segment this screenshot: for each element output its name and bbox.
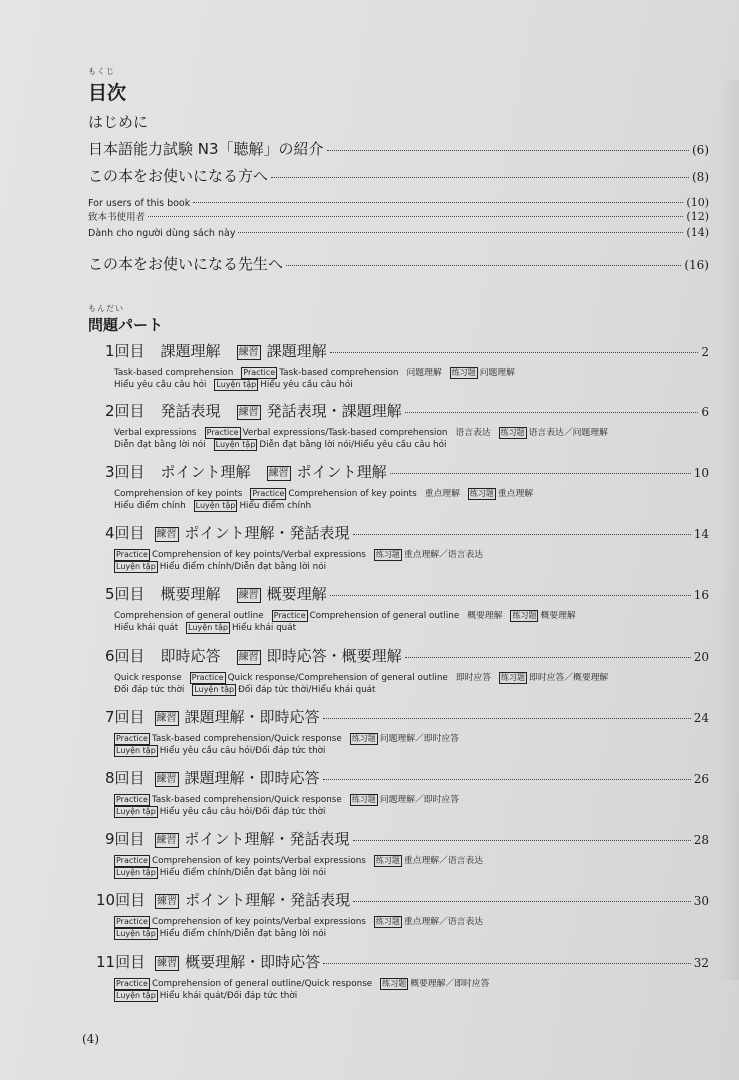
- unit-number: 1回目: [105, 342, 145, 360]
- translation-line-vi: [114, 990, 305, 1002]
- unit-title: [145, 706, 320, 727]
- translation-text: 问题理解／即时应答: [379, 734, 459, 744]
- translation-text: Comprehension of key points/Verbal expressions: [151, 917, 366, 927]
- unit-page: 28: [693, 833, 709, 847]
- unit-page: 16: [693, 588, 709, 602]
- dot-leader: [286, 265, 681, 266]
- label-tag: Luyện tập: [116, 991, 156, 1000]
- label-tag: Practice: [116, 917, 148, 926]
- practice-title: 概要理解・即時応答: [185, 953, 321, 971]
- translation-line: [114, 914, 491, 928]
- translation-text: Hiểu khái quát: [231, 623, 297, 633]
- dot-leader: [405, 657, 691, 658]
- practice-badge: 練習: [156, 713, 177, 724]
- unit-page: 2: [701, 345, 709, 359]
- label-tag: Luyện tập: [215, 440, 256, 449]
- dot-leader: [353, 840, 691, 841]
- dot-leader: [330, 595, 691, 596]
- translation-line-vi: [114, 379, 361, 391]
- dot-leader: [323, 779, 691, 780]
- label-tag: Practice: [252, 489, 285, 498]
- practice-title: ポイント理解・発話表現: [185, 891, 351, 909]
- translation-text: 重点理解: [497, 489, 534, 499]
- translation-line-vi: [114, 561, 334, 573]
- unit-entry[interactable]: [105, 400, 709, 421]
- label-tag: 练习题: [375, 550, 400, 559]
- label-tag: Practice: [116, 856, 148, 865]
- label-tag: Practice: [273, 611, 306, 620]
- dot-leader: [353, 534, 691, 535]
- translation-text: Task-based comprehension: [279, 368, 399, 378]
- translation-text: Verbal expressions: [114, 428, 197, 438]
- translation-text: Hiểu điểm chính: [239, 501, 312, 511]
- dot-leader: [327, 150, 689, 151]
- label-tag: Luyện tập: [116, 868, 156, 877]
- dot-leader: [353, 901, 691, 902]
- unit-page: 24: [693, 711, 709, 725]
- translation-text: 即时应答／概要理解: [529, 673, 609, 683]
- label-tag: Practice: [243, 368, 276, 377]
- unit-page: 6: [701, 405, 709, 419]
- translation-text: Hiểu điểm chính: [114, 501, 186, 511]
- label-tag: 练习题: [351, 734, 376, 743]
- translation-line: [114, 976, 497, 990]
- label-tag: Luyện tập: [116, 929, 156, 938]
- translation-text: Task-based comprehension: [114, 368, 234, 378]
- practice-badge: 練習: [156, 835, 177, 846]
- translation-line-vi: [114, 745, 333, 757]
- toc-entry-page: (8): [692, 170, 709, 184]
- dot-leader: [148, 216, 683, 217]
- dot-leader: [271, 177, 689, 178]
- label-tag: Practice: [191, 673, 224, 682]
- translation-line: [114, 486, 541, 500]
- unit-entry[interactable]: [105, 461, 709, 482]
- translation-text: Hiểu yêu cầu câu hỏi: [114, 380, 207, 390]
- translation-text: 问题理解: [479, 368, 515, 378]
- practice-title: ポイント理解・発話表現: [184, 830, 350, 848]
- translation-text: 问题理解: [406, 368, 442, 378]
- unit-page: 30: [693, 894, 709, 908]
- unit-entry[interactable]: [105, 767, 709, 788]
- translation-line-vi: [114, 439, 454, 451]
- translation-text: Hiểu điểm chính/Diễn đạt bằng lời nói: [159, 929, 327, 939]
- unit-number: 8回目: [105, 769, 145, 787]
- unit-title: [145, 828, 350, 849]
- unit-number: 11回目: [96, 953, 146, 971]
- label-tag: 练习题: [512, 611, 537, 620]
- unit-title: [145, 951, 320, 972]
- practice-badge: 練習: [156, 529, 177, 540]
- label-tag: Luyện tập: [188, 623, 228, 632]
- label-tag: Luyện tập: [116, 562, 156, 571]
- translation-line-vi: [114, 500, 319, 512]
- translation-text: Comprehension of general outline: [309, 611, 460, 621]
- toc-entry-label: この本をお使いになる先生へ: [88, 255, 284, 273]
- unit-entry[interactable]: [105, 340, 709, 361]
- translation-line: [114, 608, 584, 622]
- toc-entry-label: この本をお使いになる方へ: [88, 167, 269, 185]
- practice-title: 課題理解: [266, 342, 327, 360]
- label-tag: Practice: [116, 979, 148, 988]
- translation-text: 重点理解／语言表达: [403, 550, 484, 560]
- label-tag: 练习题: [351, 795, 376, 804]
- translation-text: Hiểu điểm chính/Diễn đạt bằng lời nói: [159, 562, 327, 572]
- dot-leader: [238, 232, 683, 233]
- practice-badge: 練習: [157, 896, 178, 907]
- translation-text: Hiểu yêu cầu câu hỏi/Đối đáp tức thời: [159, 746, 326, 756]
- translation-line: [114, 853, 491, 867]
- translation-text: Verbal expressions/Task-based comprehension: [242, 428, 448, 438]
- translation-text: Hiểu yêu cầu câu hỏi: [260, 380, 353, 390]
- toc-entry-page: (10): [686, 196, 709, 209]
- unit-title: [145, 522, 350, 543]
- translation-text: 即时应答: [455, 673, 492, 683]
- unit-category: 発話表現: [160, 402, 221, 420]
- translation-text: Task-based comprehension/Quick response: [151, 734, 342, 744]
- label-tag: Luyện tập: [195, 501, 236, 510]
- unit-page: 10: [693, 466, 709, 480]
- unit-category: 概要理解: [160, 585, 221, 603]
- unit-number: 4回目: [105, 524, 145, 542]
- translation-line: [114, 792, 467, 806]
- toc-entry-label: Dành cho người dùng sách này: [88, 228, 236, 239]
- translation-text: 语言表达／问题理解: [528, 428, 608, 438]
- translation-text: 概要理解: [540, 611, 576, 621]
- unit-entry[interactable]: [105, 706, 709, 727]
- unit-title: [145, 645, 402, 666]
- unit-page: 14: [693, 527, 709, 541]
- toc-entry-page: (16): [684, 258, 709, 272]
- unit-number: 3回目: [105, 463, 145, 481]
- translation-line: [114, 670, 616, 684]
- unit-entry[interactable]: [105, 828, 709, 849]
- translation-text: Quick response/Comprehension of general outline: [227, 673, 448, 683]
- translation-text: 重点理解／语言表达: [403, 917, 484, 927]
- dot-leader: [390, 473, 691, 474]
- practice-title: ポイント理解: [296, 463, 387, 481]
- translation-line-vi: [114, 928, 334, 940]
- translation-text: Comprehension of key points: [288, 489, 417, 499]
- toc-entry[interactable]: [88, 226, 709, 239]
- translation-text: 概要理解: [467, 611, 503, 621]
- practice-title: 概要理解: [266, 585, 327, 603]
- label-tag: 练习题: [501, 673, 526, 682]
- toc-entry[interactable]: [88, 165, 709, 186]
- practice-badge: 練習: [268, 468, 289, 479]
- unit-category: 即時応答: [160, 647, 221, 665]
- practice-badge: 練習: [238, 347, 259, 358]
- translation-text: Hiểu khái quát: [114, 623, 179, 633]
- toc-title-ruby: もくじ: [88, 67, 115, 76]
- unit-number: 6回目: [105, 647, 145, 665]
- unit-entry[interactable]: [105, 522, 709, 543]
- part-title: 問題パート: [88, 316, 164, 334]
- translation-text: Quick response: [114, 673, 182, 683]
- translation-text: Hiểu điểm chính/Diễn đạt bằng lời nói: [159, 868, 327, 878]
- unit-number: 10回目: [96, 891, 146, 909]
- dot-leader: [323, 963, 691, 964]
- translation-text: 概要理解／即时应答: [410, 979, 490, 989]
- unit-title: [145, 767, 320, 788]
- practice-title: 課題理解・即時応答: [184, 708, 320, 726]
- unit-number: 7回目: [105, 708, 145, 726]
- label-tag: Luyện tập: [116, 807, 156, 816]
- translation-line: [114, 365, 523, 379]
- label-tag: Practice: [206, 428, 239, 437]
- toc-entry[interactable]: [88, 138, 709, 159]
- label-tag: 练习题: [500, 428, 525, 437]
- translation-text: Diễn đạt bằng lời nói: [114, 440, 206, 450]
- label-tag: 练习题: [469, 489, 494, 498]
- practice-title: ポイント理解・発話表現: [184, 524, 350, 542]
- translation-text: 语言表达: [455, 428, 491, 438]
- label-tag: Luyện tập: [216, 380, 257, 389]
- intro-heading: はじめに: [88, 113, 149, 131]
- toc-entry-label: 致本书使用者: [88, 212, 146, 223]
- toc-entry-label: 日本語能力試験 N3「聴解」の紹介: [88, 140, 324, 158]
- unit-title: [145, 889, 350, 910]
- page-shadow: [720, 80, 739, 980]
- unit-entry[interactable]: [105, 583, 709, 604]
- translation-line: [114, 547, 491, 561]
- unit-page: 26: [693, 772, 709, 786]
- toc-entry[interactable]: [88, 209, 709, 223]
- translation-text: Comprehension of key points/Verbal expressions: [151, 550, 366, 560]
- translation-text: Comprehension of key points/Verbal expressions: [151, 856, 366, 866]
- label-tag: 练习题: [382, 979, 407, 988]
- practice-title: 課題理解・即時応答: [184, 769, 320, 787]
- practice-title: 発話表現・課題理解: [266, 402, 402, 420]
- practice-badge: 練習: [156, 774, 177, 785]
- translation-text: 问题理解／即时应答: [379, 795, 459, 805]
- practice-badge: 練習: [238, 590, 259, 601]
- unit-entry[interactable]: [105, 645, 709, 666]
- dot-leader: [193, 202, 683, 203]
- toc-entry-page: (6): [692, 143, 709, 157]
- unit-title: [145, 340, 327, 361]
- practice-badge: 練習: [238, 407, 259, 418]
- unit-entry[interactable]: [96, 889, 709, 910]
- part-title-ruby: もんだい: [88, 304, 124, 313]
- toc-title: 目次: [88, 82, 127, 104]
- translation-text: 重点理解／语言表达: [403, 856, 484, 866]
- translation-text: Diễn đạt bằng lời nói/Hiểu yêu cầu câu hỏi: [259, 440, 447, 450]
- translation-line-vi: [114, 806, 333, 818]
- translation-text: Hiểu khái quát/Đối đáp tức thời: [159, 991, 298, 1001]
- translation-text: Task-based comprehension/Quick response: [151, 795, 342, 805]
- label-tag: Luyện tập: [194, 685, 235, 694]
- translation-text: Comprehension of general outline: [114, 611, 264, 621]
- unit-title: [145, 583, 327, 604]
- label-tag: 练习题: [375, 856, 400, 865]
- translation-text: Hiểu yêu cầu câu hỏi/Đối đáp tức thời: [159, 807, 326, 817]
- page-number: (4): [82, 1032, 99, 1046]
- label-tag: Practice: [116, 734, 148, 743]
- translation-line: [114, 731, 467, 745]
- practice-title: 即時応答・概要理解: [266, 647, 402, 665]
- unit-number: 2回目: [105, 402, 145, 420]
- translation-text: Đối đáp tức thời: [114, 685, 185, 695]
- translation-text: Comprehension of key points: [114, 489, 243, 499]
- translation-line: [114, 425, 616, 439]
- unit-number: 5回目: [105, 585, 145, 603]
- translation-text: Đối đáp tức thời/Hiểu khái quát: [238, 685, 376, 695]
- translation-line-vi: [114, 684, 384, 696]
- translation-text: 重点理解: [424, 489, 460, 499]
- unit-page: 20: [693, 650, 709, 664]
- translation-line-vi: [114, 867, 334, 879]
- translation-text: Comprehension of general outline/Quick response: [151, 979, 373, 989]
- unit-category: 課題理解: [160, 342, 221, 360]
- toc-entry[interactable]: [88, 196, 709, 209]
- unit-title: [145, 400, 402, 421]
- toc-entry-page: (12): [686, 210, 709, 223]
- label-tag: 练习题: [451, 368, 476, 377]
- unit-title: [145, 461, 387, 482]
- dot-leader: [405, 412, 699, 413]
- dot-leader: [323, 718, 691, 719]
- practice-badge: 練習: [157, 958, 178, 969]
- unit-entry[interactable]: [96, 951, 709, 972]
- toc-entry[interactable]: [88, 253, 709, 274]
- dot-leader: [330, 352, 699, 353]
- label-tag: Luyện tập: [116, 746, 156, 755]
- label-tag: Practice: [116, 550, 148, 559]
- label-tag: Practice: [116, 795, 148, 804]
- unit-number: 9回目: [105, 830, 145, 848]
- translation-line-vi: [114, 622, 304, 634]
- unit-category: ポイント理解: [160, 463, 251, 481]
- unit-page: 32: [693, 956, 709, 970]
- label-tag: 练习题: [375, 917, 400, 926]
- toc-entry-page: (14): [686, 226, 709, 239]
- practice-badge: 練習: [238, 652, 259, 663]
- toc-entry-label: For users of this book: [88, 198, 191, 209]
